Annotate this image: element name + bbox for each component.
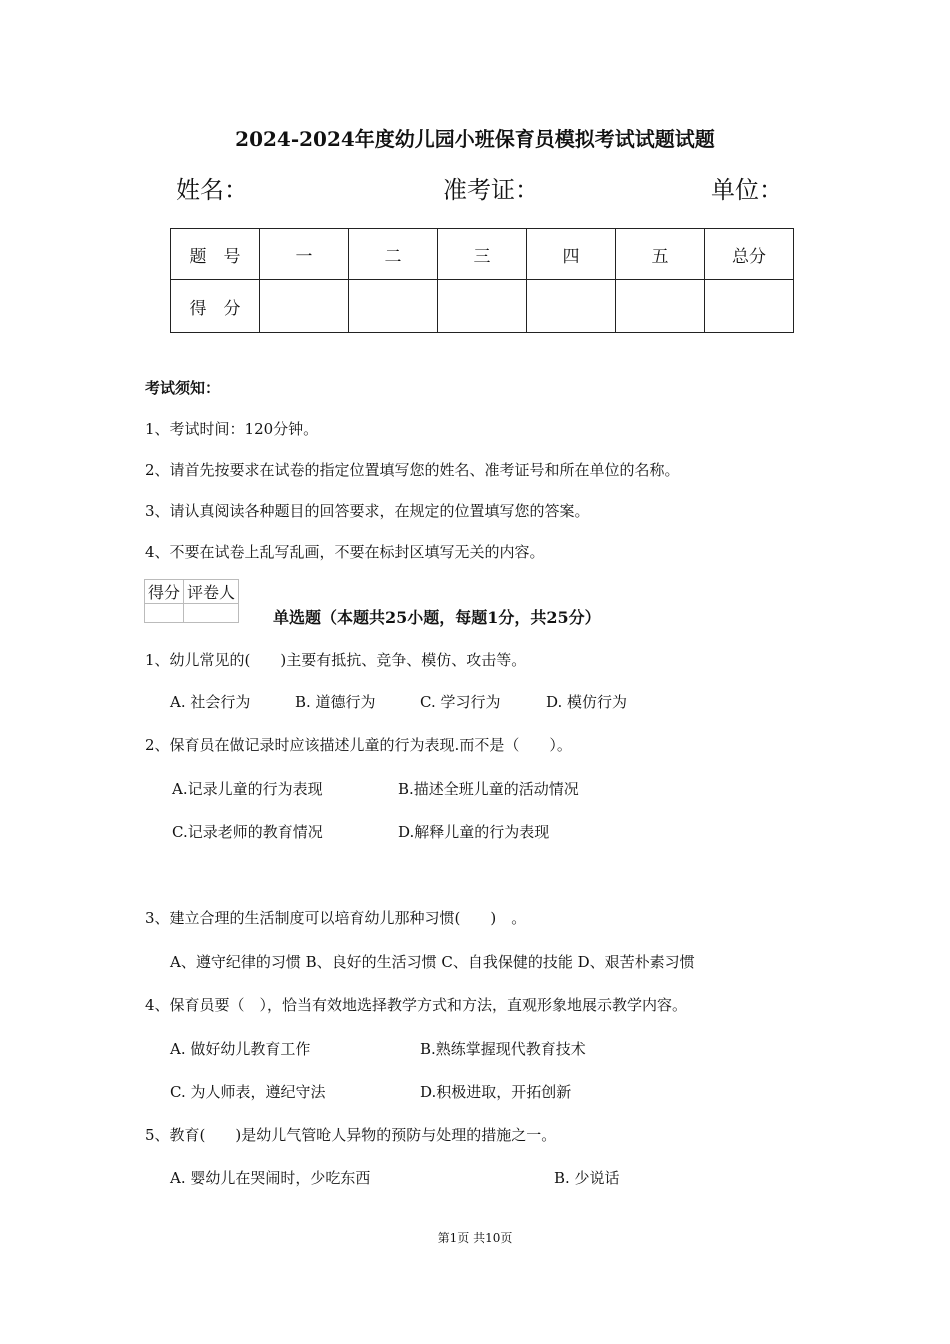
score-cell[interactable] — [438, 280, 527, 333]
question-5-option-a: A. 婴幼儿在哭闹时，少吃东西 — [170, 1169, 371, 1187]
score-table — [170, 228, 794, 333]
notes-title: 考试须知： — [145, 379, 221, 397]
question-1-option-b: B. 道德行为 — [295, 693, 376, 711]
grader-name-label: 评卷人 — [184, 580, 239, 604]
score-row-label: 得 分 — [171, 280, 260, 333]
score-header-cell: 五 — [616, 229, 705, 280]
note-item: 1、考试时间：120分钟。 — [145, 420, 319, 438]
question-3-options: A、遵守纪律的习惯 B、良好的生活习惯 C、自我保健的技能 D、艰苦朴素习惯 — [170, 953, 695, 971]
question-1-option-c: C. 学习行为 — [420, 693, 501, 711]
grader-score-cell[interactable] — [145, 604, 184, 623]
note-item: 2、请首先按要求在试卷的指定位置填写您的姓名、准考证号和所在单位的名称。 — [145, 461, 680, 479]
question-2-option-c: C.记录老师的教育情况 — [172, 823, 323, 841]
score-cell[interactable] — [527, 280, 616, 333]
question-2-option-a: A.记录儿童的行为表现 — [172, 780, 323, 798]
question-4-stem: 4、保育员要（ ），恰当有效地选择教学方式和方法，直观形象地展示教学内容。 — [145, 996, 688, 1014]
score-total-cell[interactable] — [705, 280, 794, 333]
page-footer: 第1页 共10页 — [437, 1231, 513, 1245]
question-2-option-d: D.解释儿童的行为表现 — [398, 823, 550, 841]
score-header-cell: 三 — [438, 229, 527, 280]
name-field-label: 姓名： — [176, 176, 248, 204]
exam-id-field-label: 准考证： — [443, 176, 539, 204]
score-cell[interactable] — [616, 280, 705, 333]
question-1-stem: 1、幼儿常见的( )主要有抵抗、竞争、模仿、攻击等。 — [145, 651, 527, 669]
score-header-cell: 四 — [527, 229, 616, 280]
question-1-option-a: A. 社会行为 — [170, 693, 251, 711]
score-table-header-row — [171, 229, 794, 280]
question-5-stem: 5、教育( )是幼儿气管呛人异物的预防与处理的措施之一。 — [145, 1126, 557, 1144]
question-2-stem: 2、保育员在做记录时应该描述儿童的行为表现.而不是（ ）。 — [145, 736, 572, 754]
question-4-option-d: D.积极进取，开拓创新 — [420, 1083, 572, 1101]
question-5-option-b: B. 少说话 — [554, 1169, 620, 1187]
note-item: 4、不要在试卷上乱写乱画，不要在标封区填写无关的内容。 — [145, 543, 545, 561]
exam-title: 2024-2024年度幼儿园小班保育员模拟考试试题试题 — [235, 127, 715, 151]
grader-score-label: 得分 — [145, 580, 184, 604]
score-cell[interactable] — [260, 280, 349, 333]
score-header-cell: 二 — [349, 229, 438, 280]
question-4-option-a: A. 做好幼儿教育工作 — [170, 1040, 311, 1058]
question-1-option-d: D. 模仿行为 — [546, 693, 628, 711]
score-cell[interactable] — [349, 280, 438, 333]
grader-box — [144, 579, 239, 623]
score-table-score-row — [171, 280, 794, 333]
question-4-option-b: B.熟练掌握现代教育技术 — [420, 1040, 586, 1058]
unit-field-label: 单位： — [711, 176, 783, 204]
score-header-cell: 一 — [260, 229, 349, 280]
question-3-stem: 3、建立合理的生活制度可以培育幼儿那种习惯( ) 。 — [145, 909, 527, 927]
score-header-total: 总分 — [705, 229, 794, 280]
section-title: 单选题（本题共25小题，每题1分，共25分） — [273, 608, 601, 627]
question-2-option-b: B.描述全班儿童的活动情况 — [398, 780, 579, 798]
note-item: 3、请认真阅读各种题目的回答要求，在规定的位置填写您的答案。 — [145, 502, 590, 520]
question-4-option-c: C. 为人师表，遵纪守法 — [170, 1083, 326, 1101]
score-header-label: 题 号 — [171, 229, 260, 280]
grader-name-cell[interactable] — [184, 604, 239, 623]
